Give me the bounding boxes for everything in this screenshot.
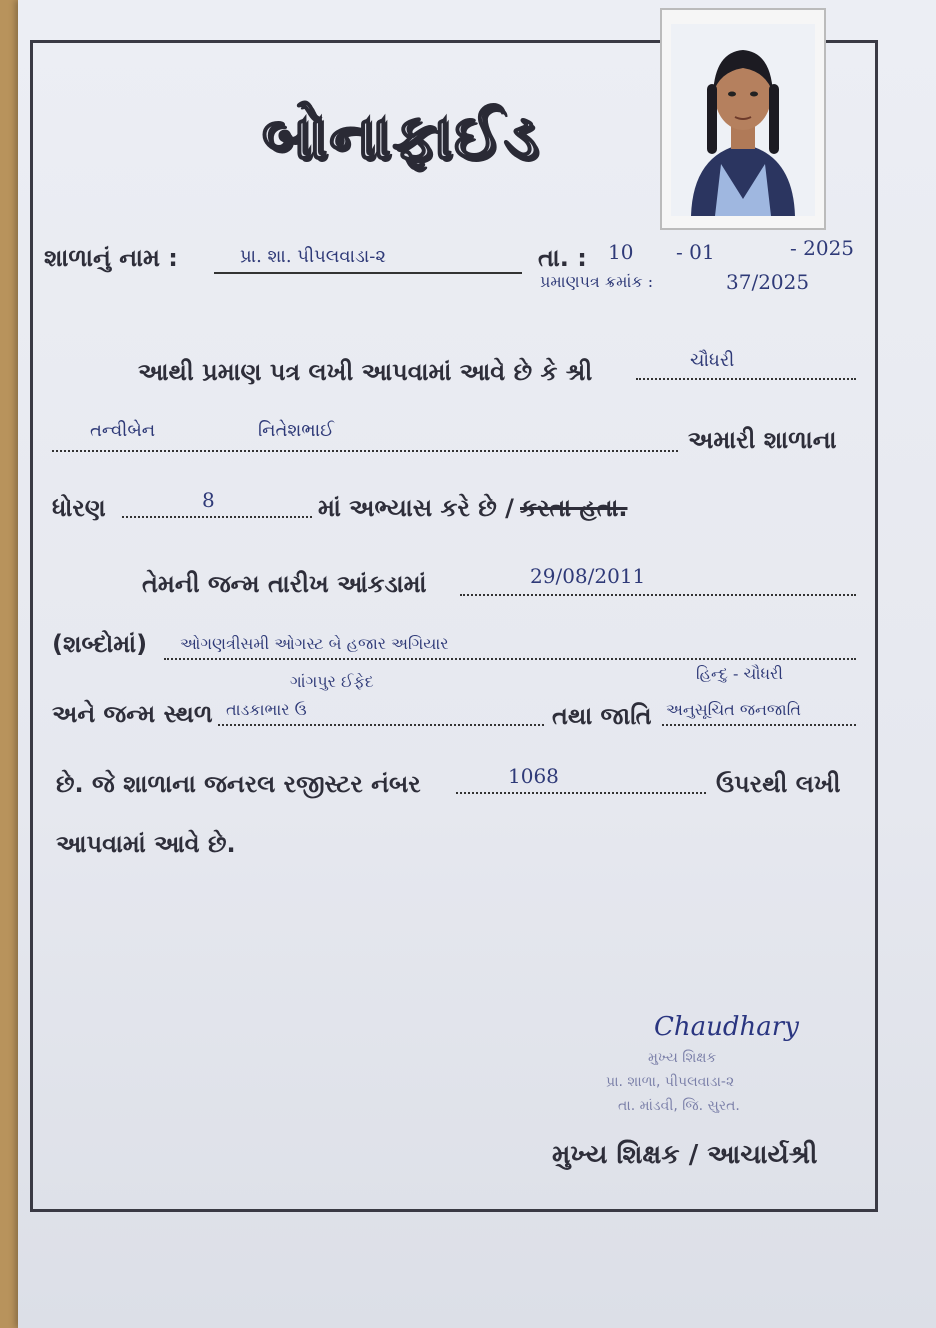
closing-text: આપવામાં આવે છે. bbox=[56, 830, 236, 858]
student-first-name: તન્વીબેન bbox=[90, 420, 156, 441]
dob-dotted-line bbox=[460, 594, 856, 596]
student-surname: ચૌધરી bbox=[690, 350, 735, 371]
certificate-intro-text: આથી પ્રમાણ પત્ર લખી આપવામાં આવે છે કે શ્રી bbox=[138, 358, 593, 386]
taluka-note: ગાંગપુર ઈફેદ bbox=[290, 672, 374, 691]
register-dotted-line bbox=[456, 792, 706, 794]
school-name-value: પ્રા. શા. પીપલવાડા-૨ bbox=[240, 246, 386, 267]
our-school-text: અમારી શાળાના bbox=[688, 426, 837, 454]
standard-label: ધોરણ bbox=[52, 494, 106, 522]
birthplace-label: અને જન્મ સ્થળ bbox=[52, 700, 213, 728]
register-number: 1068 bbox=[508, 764, 559, 788]
birthplace-value: તાડકાભાર ઉ bbox=[226, 700, 307, 719]
studying-text: માં અભ્યાસ કરે છે / bbox=[318, 494, 514, 522]
stamp-address: તા. માંડવી, જિ. સુરત. bbox=[618, 1098, 740, 1114]
date-label: તા. : bbox=[538, 244, 587, 272]
standard-value: 8 bbox=[202, 488, 215, 512]
certificate-number-label: પ્રમાણપત્ર ક્રમાંક : bbox=[540, 272, 654, 291]
caste-label: તથા જાતિ bbox=[552, 702, 652, 730]
religion-note: હિન્દુ - ચૌધરી bbox=[696, 664, 783, 683]
dob-label: તેમની જન્મ તારીખ આંકડામાં bbox=[142, 570, 427, 598]
surname-dotted-line bbox=[636, 378, 856, 380]
caste-value: અનુસૂચિત જનજાતિ bbox=[666, 700, 801, 719]
dob-value: 29/08/2011 bbox=[530, 564, 646, 588]
father-name: નિતેશભાઈ bbox=[258, 420, 334, 441]
certificate-number: 37/2025 bbox=[726, 270, 810, 294]
caste-dotted-line bbox=[662, 724, 856, 726]
date-day: 10 bbox=[608, 240, 634, 264]
dob-words-dotted-line bbox=[164, 658, 856, 660]
signatory-title: મુખ્ય શિક્ષક / આચાર્યશ્રી bbox=[552, 1140, 818, 1170]
dob-words-value: ઓગણત્રીસમી ઓગસ્ટ બે હજાર અગિયાર bbox=[180, 634, 449, 653]
name-dotted-line bbox=[52, 450, 678, 452]
headmaster-signature: Chaudhary bbox=[654, 1012, 799, 1042]
stamp-school: પ્રા. શાળા, પીપલવાડા-૨ bbox=[606, 1074, 735, 1090]
date-year: - 2025 bbox=[790, 236, 855, 260]
register-label: છે. જે શાળાના જનરલ રજીસ્ટર નંબર bbox=[56, 770, 421, 798]
school-name-line bbox=[214, 272, 522, 274]
student-photo bbox=[660, 8, 826, 230]
date-month: - 01 bbox=[676, 240, 715, 264]
dob-words-label: (શબ્દોમાં) bbox=[52, 630, 148, 658]
birthplace-dotted-line bbox=[218, 724, 544, 726]
studied-struck-text: કરતા હતા. bbox=[520, 494, 628, 522]
standard-dotted-line bbox=[122, 516, 312, 518]
school-name-label: શાળાનું નામ : bbox=[44, 244, 178, 272]
from-above-text: ઉપરથી લખી bbox=[716, 770, 841, 798]
certificate-title: બોનાફાઈડ bbox=[262, 100, 541, 173]
stamp-title: મુખ્ય શિક્ષક bbox=[648, 1050, 717, 1066]
